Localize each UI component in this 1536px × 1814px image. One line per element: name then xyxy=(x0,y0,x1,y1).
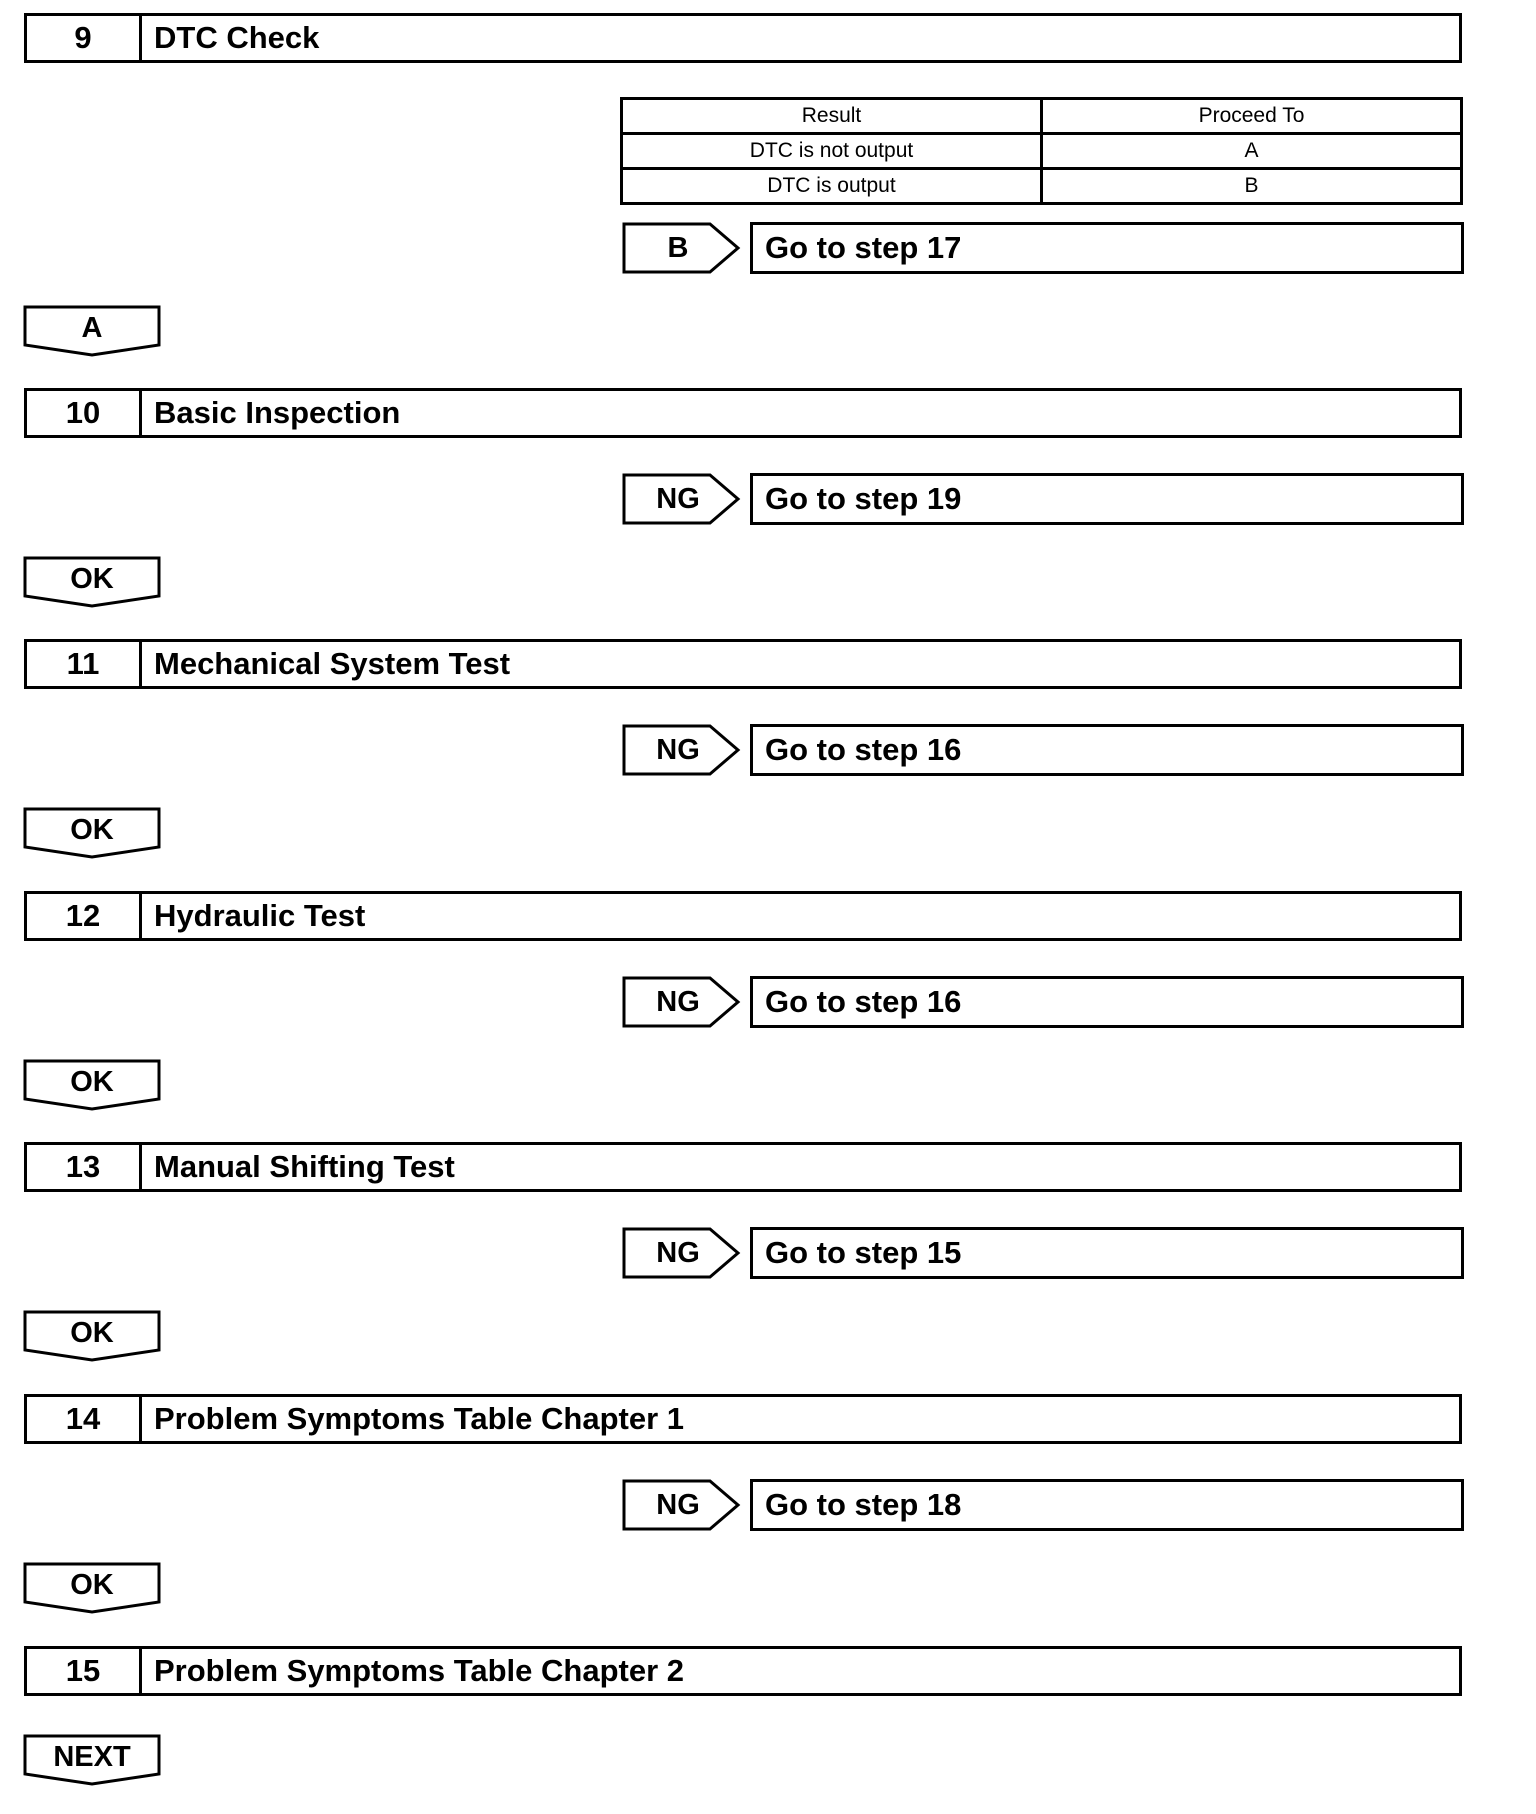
step-box-15 xyxy=(24,1646,1462,1696)
header-proceed-to: Proceed To xyxy=(1042,99,1462,134)
step-box-9 xyxy=(24,13,1462,63)
step-title: Problem Symptoms Table Chapter 2 xyxy=(154,1653,684,1688)
continue-next xyxy=(23,1734,161,1786)
branch-ng xyxy=(622,1227,1464,1279)
step-title: Manual Shifting Test xyxy=(154,1149,455,1184)
step-title: Basic Inspection xyxy=(154,395,401,430)
goto-box: Go to step 17 xyxy=(750,222,1464,274)
header-result: Result xyxy=(622,99,1042,134)
step-number: 12 xyxy=(27,894,142,938)
goto-box: Go to step 16 xyxy=(750,724,1464,776)
branch-ng xyxy=(622,473,1464,525)
branch-ng xyxy=(622,724,1464,776)
step-title: Hydraulic Test xyxy=(154,898,366,933)
step-title: Mechanical System Test xyxy=(154,646,511,681)
table-cell: DTC is output xyxy=(622,169,1042,204)
table-row xyxy=(622,169,1462,204)
continue-label: NEXT xyxy=(53,1740,131,1773)
table-cell: B xyxy=(1042,169,1462,204)
continue-ok xyxy=(23,1310,161,1362)
branch-label: NG xyxy=(656,733,700,766)
branch-label: NG xyxy=(656,1488,700,1521)
step-number: 15 xyxy=(27,1649,142,1693)
step-number: 14 xyxy=(27,1397,142,1441)
branch-b xyxy=(622,222,1464,274)
goto-box: Go to step 19 xyxy=(750,473,1464,525)
table-cell: DTC is not output xyxy=(622,134,1042,169)
goto-box: Go to step 15 xyxy=(750,1227,1464,1279)
step-number: 13 xyxy=(27,1145,142,1189)
step-number: 10 xyxy=(27,391,142,435)
branch-label: B xyxy=(667,231,689,264)
branch-label: NG xyxy=(656,482,700,515)
branch-ng xyxy=(622,1479,1464,1531)
continue-ok xyxy=(23,807,161,859)
table-header-row xyxy=(622,99,1462,134)
step-title: Problem Symptoms Table Chapter 1 xyxy=(154,1401,684,1436)
step-box-10 xyxy=(24,388,1462,438)
result-table xyxy=(620,97,1463,205)
branch-label: NG xyxy=(656,1236,700,1269)
branch-label: NG xyxy=(656,985,700,1018)
step-box-11 xyxy=(24,639,1462,689)
continue-label: OK xyxy=(70,562,114,595)
continue-ok xyxy=(23,556,161,608)
step-box-14 xyxy=(24,1394,1462,1444)
table-row xyxy=(622,134,1462,169)
goto-box: Go to step 18 xyxy=(750,1479,1464,1531)
continue-label: OK xyxy=(70,813,114,846)
continue-label: OK xyxy=(70,1568,114,1601)
continue-ok xyxy=(23,1562,161,1614)
continue-label: OK xyxy=(70,1065,114,1098)
step-title: DTC Check xyxy=(154,20,320,55)
continue-ok xyxy=(23,1059,161,1111)
step-box-12 xyxy=(24,891,1462,941)
goto-box: Go to step 16 xyxy=(750,976,1464,1028)
continue-a xyxy=(23,305,161,357)
step-box-13 xyxy=(24,1142,1462,1192)
step-number: 11 xyxy=(27,642,142,686)
table-cell: A xyxy=(1042,134,1462,169)
continue-label: A xyxy=(81,311,103,344)
step-number: 9 xyxy=(27,16,142,60)
branch-ng xyxy=(622,976,1464,1028)
continue-label: OK xyxy=(70,1316,114,1349)
